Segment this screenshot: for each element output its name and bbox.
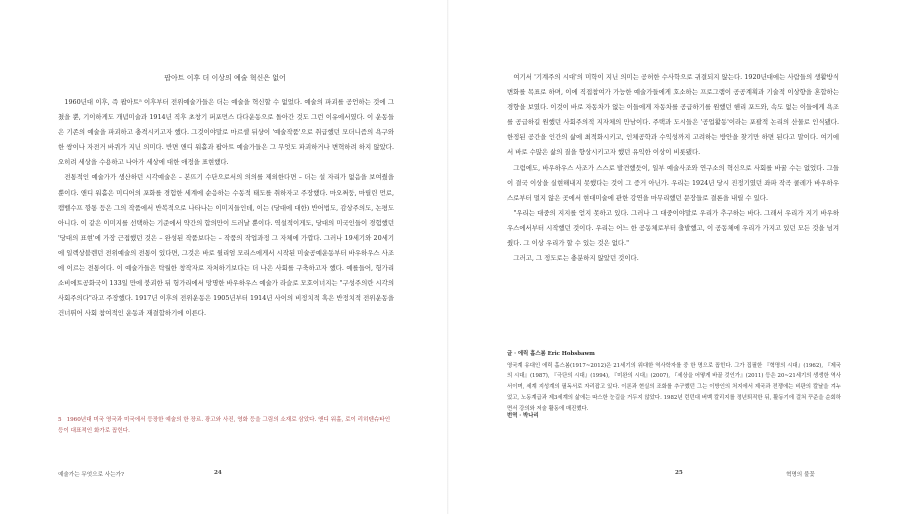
- bio-heading: 글 · 에릭 홉스봄 Eric Hobsbawm: [507, 351, 595, 357]
- quote-paragraph: "우리는 대중의 지지를 얻지 못하고 있다. 그러나 그 대중이야말로 우리가 추구하는 바다. 그래서 우리가 지기 바우하우스에서부터 시작했던 것이다. 우리는 어느 한 공동체로부터 출발했고, 이 공동체에 우리가 가지고 있던 모든 것을 넘겨줬다. 그 이상 우리가 할 수 있는 것은 없다.": [507, 208, 839, 248]
- right-page: [450, 0, 899, 514]
- paragraph: 그러고, 그 정도로는 충분하지 않았던 것이다.: [513, 254, 639, 263]
- left-body-text: [58, 95, 394, 321]
- page-number: 25: [675, 470, 683, 476]
- left-page: [0, 0, 449, 514]
- paragraph: 전통적인 예술가가 생산하던 시각예술은 – 본뜨기 수단으로서의 의의를 제외한다면 – 더는 설 자리가 없음을 보여줬을 뿐이다. 앤디 워홀은 미디어의 포화를 경험한 세계에 순응하는 수동적 태도를 취하자고 주장했다. 마오쩌둥, 마릴린 먼로, 캠벨수프 깡통 등은 그의 작품에서 반복적으로 나타나는 이미지들인데, 이는 (당대에 대한) 반어법도, 감상주의도, 논평도 아니다. 이 같은 이미지를 선택하는 기준에서 약간의 합의만이 드러날 뿐이다. 역설적이게도, 당대의 미국인들이 경험했던 '당대의 표현'에 가장 근접했던 것은 – 완성된 작품보다는 – 작품의 작업과정 그 자체에 가깝다. 그러나 19세기와 20세기에 일렉상블렌던 전위예술의 전통이 있다면, 그것은 바로 윌리엄 모리스에게서 시작된 미술공예운동부터 바우하우스 사조에 이르는 전통이다. 이 예술가들은 탁월한 창작자로 자처하기보다는 더 나은 사회를 구축하고자 했다. 예를들어, 헝가리 소비에트공화국이 133일 만에 붕괴한 뒤 헝가리에서 망명한 바우하우스 예술가 라슬로 모호이너지는 "구성주의란 시각의 사회주의다"라고 주장했다. 1917년 이후의 전위운동은 1905년부터 1914년 사이의 비정치적 혹은 반정치적 전위운동을 건너뛰어 사회 참여적인 운동과 재결합하기에 이른다.: [58, 173, 394, 318]
- footnote-text: 1960년대 미국 영국과 미국에서 등장한 예술의 한 장르. 광고와 사진, 영화 등을 그림의 소재로 삼았다. 앤디 워홀, 로이 리히텐슈타인 등이 대표적인 화가로 꼽힌다.: [58, 417, 391, 434]
- author-bio: [507, 349, 841, 414]
- paragraph: 1960년대 이후, 즉 팝아트⁵ 이후부터 전위예술가들은 더는 예술을 혁신할 수 없었다. 예술의 파괴를 공언하는 것에 그쳤을 뿐, 기이하게도 개념미술과 1914년 직후 초창기 퍼포먼스 다다운동으로 돌아간 것도 그런 이유에서였다. 이 운동들은 기존의 예술을 파괴하고 충격시키고자 했다. 그것이야말로 마르셀 뒤샹이 '예술작품'으로 취급했던 모더니즘의 욕구와 한 쌍이나 자전거 바퀴가 지닌 의미다. 반면 앤디 워홀과 팝아트 예술가들은 그 무엇도 파괴하거나 변혁하려 하지 않았다. 오히려 세상을 수용하고 나아가 세상에 대한 애정을 표현했다.: [58, 98, 394, 167]
- paragraph: 그럼에도, 바우하우스 사조가 스스로 발견했듯이, 일부 예술사조와 연구소의 혁신으로 사회를 바꿀 수는 없었다. 그들이 결국 이상을 실현해내지 못했다는 것이 그 증거 아닌가. 우리는 1924년 당시 진정기였던 좌파 작곡 쿨레가 바우하우스로부터 멀지 않은 곳에서 현대미술에 관한 강연을 마무리했던 문장들로 결론을 내릴 수 있다.: [507, 163, 839, 202]
- running-title: 혁명의 불꽃: [786, 472, 815, 478]
- paragraph: 여기서 '기계주의 시대'의 미학이 지닌 의미는 공허한 수사학으로 귀결되지 않는다. 1920년대에는 사람들의 생활방식 변화를 목표로 하며, 이에 직접참여가 가능한 예술가들에게 호소하는 프로그램이 공공계획과 기술적 이상향을 혼합하는 경향을 보였다. 이것이 바로 자동차가 없는 이들에게 자동차를 공급하기를 원했던 헨리 포드와, 속도 없는 이들에게 욕조를 공급하길 원했던 사회주의적 지자체의 만남이다. 주택과 도시들은 '공업활동'이라는 포괄적 논리의 산물로 인식됐다. 한정된 공간을 인간의 삶에 최적화시키고, 인체공학과 수익성까지 고려하는 방안을 찾기만 하면 된다고 말이다. 여기에서 바로 수많은 삶의 질을 향상시키고자 했던 유익한 이상이 비롯됐다.: [507, 73, 839, 157]
- section-title: 팝아트 이후 더 이상의 예술 혁신은 없어: [164, 74, 286, 82]
- running-title: 예술가는 무엇으로 사는가?: [58, 472, 124, 478]
- footnote: [58, 415, 394, 437]
- page-number: 24: [214, 470, 222, 476]
- right-body-text: [507, 70, 839, 266]
- translator-credit: 번역 · 박나리: [507, 413, 539, 419]
- footnote-number: 5: [58, 417, 62, 423]
- book-gutter: [447, 0, 449, 514]
- bio-text: 영국계 유대인 에릭 홉스봄(1917~2012)은 21세기의 위대한 역사학자를 중 한 명으로 꼽힌다. 그가 집필한 『혁명의 시대』(1962), 『제국의 시대』(1987), 『극단의 시대』(1994), 『미완의 시대』(2007), 『세상을 어떻게 바꿀 것인가』(2011) 등은 20~21세기의 생생한 역사서이며, 세계 지성계의 필독서로 자리잡고 있다. 이론과 현실의 조화를 추구했던 그는 이방인의 처지에서 제국과 전쟁에는 비판의 칼날을 겨누었고, 노동계급과 제3세계의 삶에는 따스한 눈길을 거두지 않았다. 1982년 런던대 버벡 칼리지를 정년퇴직한 뒤, 활동기에 걸쳐 꾸준을 순회하면서 강의와 저술 활동에 매진했다.: [507, 362, 841, 412]
